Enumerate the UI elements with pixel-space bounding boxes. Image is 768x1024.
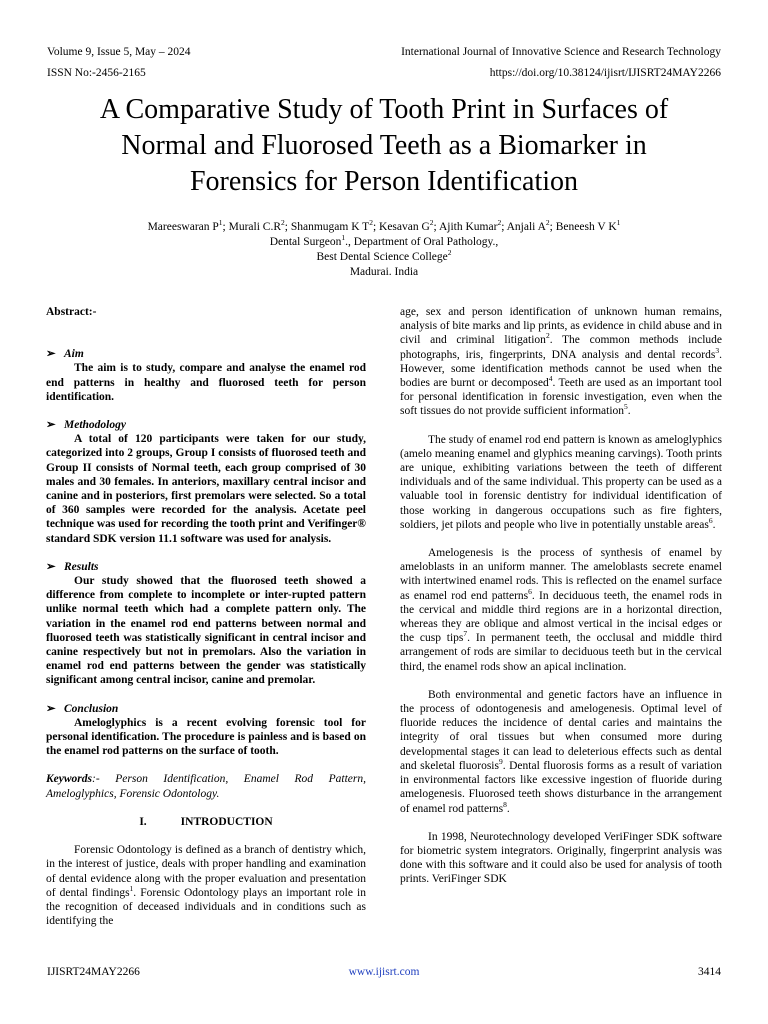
results-heading: ➢ Results xyxy=(46,560,99,573)
conclusion-text: Ameloglyphics is a recent evolving forensic tool for personal identification. The procedure is painless and is based on the enamel rod patterns on the surface of tooth. xyxy=(46,716,366,758)
intro-paragraph: Forensic Odontology is defined as a branch of dentistry which, in the interest of justice, deals with proper handling and examination of dental evidence along with the proper evaluation and presentation of dental findings$^1$. Forensic Odontology plays an important role in the recognition of deceased individuals and in conditions such as identifying the xyxy=(46,844,366,928)
journal-name: International Journal of Innovative Science and Research Technology xyxy=(401,46,721,58)
body-paragraph: age, sex and person identification of unknown human remains, analysis of bite marks and lip prints, as evidence in child abuse and in civil and criminal litigation$^2$. The common methods include photographs, iris, fingerprints, DNA analysis and dental records$^3$. However, some identification methods cannot be used when the bodies are burnt or decomposed$^4$. Teeth are used as an important tool for personal identification in forensic investigation, even when the soft tissues do not provide sufficient information$^5$. xyxy=(400,306,723,418)
conclusion-heading: ➢ Conclusion xyxy=(46,702,119,715)
body-paragraph: Amelogenesis is the process of synthesis of enamel by ameloblasts in an uniform manner. The ameloblasts secrete enamel with intertwined enamel rods. This is reflected on the enamel surface as enamel rod end patterns$^6$. In deciduous teeth, the enamel rods in the cervical and middle third regions are in a horizontal direction, whereas they are oblique and almost vertical in the incisal edges or the cusp tips$^7$. In permanent teeth, the occlusal and middle third arrangement of rods are similar to deciduous teeth but in the cervical third, the enamel rods show an apical inclination. xyxy=(400,547,723,673)
affiliation-1: Dental Surgeon$^1$., Department of Oral Pathology., xyxy=(269,233,499,248)
title-line: A Comparative Study of Tooth Print in Surfaces of xyxy=(99,94,669,125)
left-column xyxy=(46,305,366,928)
footer-paper-id: IJISRT24MAY2266 xyxy=(47,966,140,978)
paper-title xyxy=(40,92,728,200)
arrow-bullet-icon: ➢ xyxy=(46,419,56,432)
section-heading: I. INTRODUCTION xyxy=(139,815,273,828)
aim-heading: ➢ Aim xyxy=(46,348,84,361)
doi-link[interactable]: https://doi.org/10.38124/ijisrt/IJISRT24MAY2266 xyxy=(489,67,721,79)
title-line: Normal and Fluorosed Teeth as a Biomarker in xyxy=(121,130,647,161)
abstract-heading: Abstract:- xyxy=(46,306,97,318)
affiliation-2: Best Dental Science College$^2$ xyxy=(316,248,452,263)
body-paragraph: In 1998, Neurotechnology developed VeriFinger SDK software for biometric system integrators. Originally, fingerprint analysis was done with this software and it could also be used for analysis of tooth prints. VeriFinger SDK xyxy=(400,830,722,886)
page-number: 3414 xyxy=(698,966,721,978)
results-text: Our study showed that the fluorosed teeth showed a difference from complete to incomplete or inter-rupted pattern unlike normal teeth which had a complete pattern only. The variation in the enamel rod end patterns between normal and fluorosed teeth was statistically significant in central incisor and canine respectively but not in premolars. Also the variation in enamel rod end patterns between the gender was statistically significant among central incisor, canine and premolar. xyxy=(46,575,366,687)
footer-website-link[interactable]: www.ijisrt.com xyxy=(348,966,420,978)
affiliation-3: Madurai. India xyxy=(349,266,419,278)
issn: ISSN No:-2456-2165 xyxy=(47,67,146,79)
volume-info: Volume 9, Issue 5, May – 2024 xyxy=(47,46,191,58)
keywords: Keywords:- Person Identification, Enamel Rod Pattern, Ameloglyphics, Forensic Odontology. xyxy=(46,773,366,800)
title-line: Forensics for Person Identification xyxy=(189,166,579,197)
aim-text: The aim is to study, compare and analyse the enamel rod end patterns in healthy and fluorosed teeth for person identification. xyxy=(46,362,366,403)
methodology-text: A total of 120 participants were taken for our study, categorized into 2 groups, Group I consists of fluorosed teeth and Group II consists of Normal teeth, each group comprised of 30 males and 30 females. In anteriors, maxillary central incisor and canine and in posteriors, first premolars were selected. So a total of 360 samples were recorded for the analysis. Acetate peel technique was used for recording the tooth print and Verifinger® standard SDK version 11.1 software was used for analysis. xyxy=(46,433,366,545)
arrow-bullet-icon: ➢ xyxy=(46,348,56,361)
author-block xyxy=(60,220,708,280)
author-list: Mareeswaran $P^1$; Murali $C.R^2$; Shanmugam K $T^2$; Kesavan $G^2$; Ajith Kumar$^2$; Anjali $A^2$; Beneesh V $K^1$ xyxy=(147,218,621,233)
arrow-bullet-icon: ➢ xyxy=(46,560,56,573)
methodology-heading: ➢ Methodology xyxy=(46,419,126,432)
arrow-bullet-icon: ➢ xyxy=(46,702,56,715)
body-paragraph: Both environmental and genetic factors have an influence in the process of odontogenesis and amelogenesis. Optimal level of fluoride reduces the incidence of dental caries and maintains the integrity of oral tissues but when consumed more during developmental stages it can lead to deleterious effects such as dental and skeletal fluorosis$^9$. Dental fluorosis forms as a result of variation in environmental factors like excessive ingestion of fluoride during amelogenesis. Fluorosed teeth shows disturbance in the arrangement of enamel rod patterns$^8$. xyxy=(400,688,723,815)
body-paragraph: The study of enamel rod end pattern is known as ameloglyphics (amelo meaning enamel and glyphics meaning carvings). Tooth prints are unique, exhibiting variations between the teeth of different individuals and of the same individual. This property can be used as a valuable tool in forensic dentistry for individual identification of those working in dangerous occupations such as fire fighters, soldiers, jet pilots and people who live in potentially unstable areas$^6$. xyxy=(400,433,722,531)
right-column xyxy=(400,305,722,887)
